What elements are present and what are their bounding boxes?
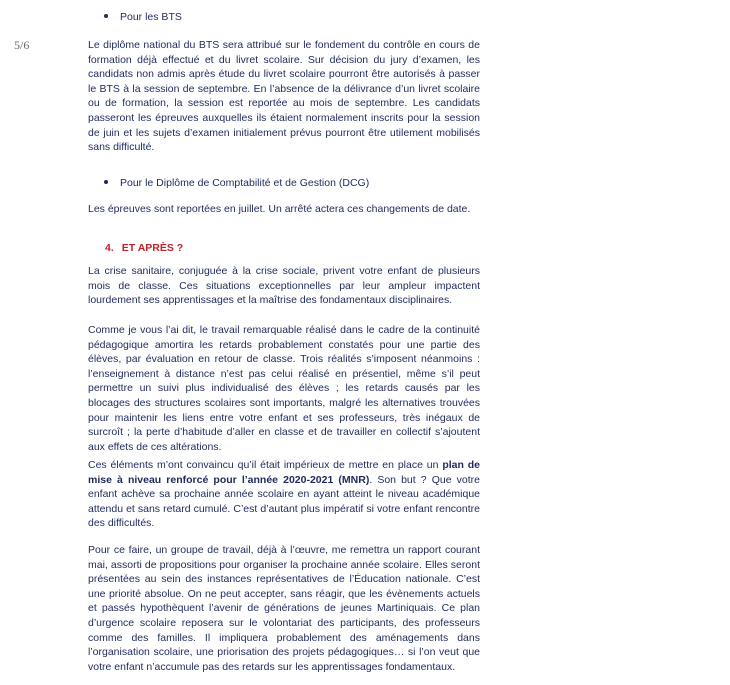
paragraph-crise-sanitaire: La crise sanitaire, conjuguée à la crise sociale, privent votre enfant de plusieurs mois de classe. Ces situations exceptionnelles par leur ampleur impactent lourdement ses apprentissages et la maîtrise des fondamentaux disciplinaires. [88, 265, 480, 307]
dcg-paragraph: Les épreuves sont reportées en juillet. Un arrêté actera ces changements de date. [88, 203, 471, 215]
mnr-text-after: . Son but ? Que votre enfant achève sa prochaine année scolaire en ayant atteint le niveau académique attendu et sans retard cumulé. C’est d’autant plus impératif si votre enfant rencontre des difficultés. [88, 473, 480, 530]
dcg-bullet-label: Pour le Diplôme de Comptabilité et de Gestion (DCG) [120, 177, 370, 189]
bullet-icon [104, 180, 108, 184]
mnr-text-before: Ces éléments m’ont convaincu qu’il était impérieux de mettre en place un [88, 459, 443, 471]
dcg-bullet-item [104, 177, 369, 189]
paragraph-plan-mnr [88, 458, 480, 531]
bts-bullet-item [104, 11, 182, 23]
section-heading [105, 242, 183, 254]
page-number: 5/6 [14, 38, 30, 52]
bts-paragraph: Le diplôme national du BTS sera attribué sur le fondement du contrôle en cours de formation déjà effectué et du livret scolaire. Sur décision du jury d’examen, les candidats non admis après étude du livret scolaire pourront être autorisés à passer le BTS à la session de septembre. En l’absence de la délivrance d’un livret scolaire ou de formation, la session est reportée au mois de septembre. Les candidats passeront les épreuves auxquelles ils étaient normalement inscrits pour la session de juin et les sujets d’examen initialement prévus pourront être utilement mobilisés sans difficulté. [88, 39, 480, 154]
section-title: ET APRÈS ? [121, 242, 184, 254]
bullet-icon [104, 14, 108, 18]
paragraph-groupe-de-travail: Pour ce faire, un groupe de travail, déjà à l’œuvre, me remettra un rapport courant mai, assorti de propositions pour organiser la prochaine année scolaire. Elles seront présentées au sein des instances représentatives de l’Éducation nationale. C’est une priorité absolue. On ne peut accepter, sans réagir, que les évènements actuels et passés hypothèquent l’avenir de générations de jeunes Martiniquais. Ce plan d’urgence scolaire reposera sur le volontariat des participants, des professeurs comme des familles. Il impliquera probablement des aménagements dans l’organisation scolaire, une priorisation des projets pédagogiques… si l’on veut que votre enfant n’accumule pas des retards sur les apprentissages fondamentaux. [88, 544, 480, 673]
mnr-plan-name: plan de mise à niveau renforcé pour l’année 2020-2021 (MNR) [88, 459, 480, 486]
section-number: 4. [105, 242, 114, 254]
bts-bullet-label: Pour les BTS [120, 11, 182, 23]
paragraph-continuite-pedagogique: Comme je vous l’ai dit, le travail remarquable réalisé dans le cadre de la continuité pédagogique amortira les retards probablement constatés pour une partie des élèves, par évaluation en retour de classe. Trois réalités s’imposent néanmoins : l’enseignement à distance n’est pas celui réalisé en présentiel, même s’il peut permettre un suivi plus individualisé des élèves ; les retards causés par les blocages des structures scolaires sont importants, malgré les alternatives trouvées pour maintenir les liens entre votre enfant et ses professeurs, très inégaux de surcroît ; la perte d’habitude d’aller en classe et de travailler en collectif s’ajoutent aux effets de ces altérations. [88, 324, 480, 453]
